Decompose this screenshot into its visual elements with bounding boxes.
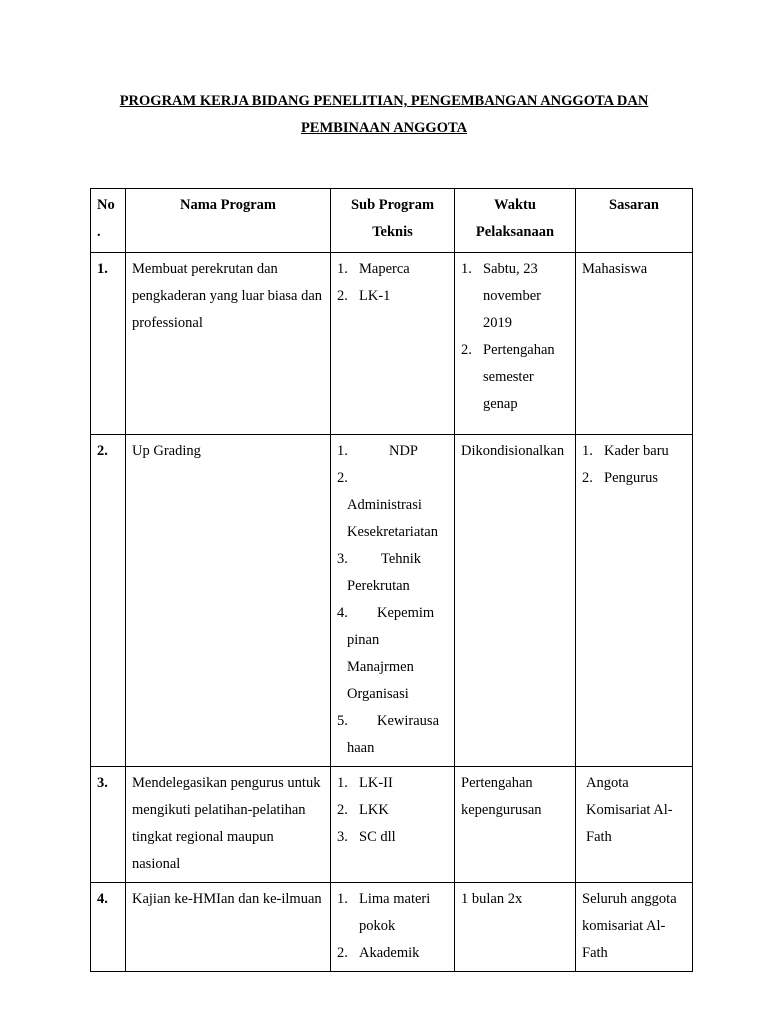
sasaran-cell: Angota Komisariat Al-Fath xyxy=(576,767,693,883)
list-text: NDP xyxy=(388,443,418,459)
waktu-cell xyxy=(455,253,576,435)
list-item xyxy=(337,546,448,600)
list-text: LK-1 xyxy=(359,288,391,304)
list-text: Tehnik Perekrutan xyxy=(347,551,422,594)
list-item xyxy=(582,438,686,465)
program-name: Mendelegasikan pengurus untuk mengikuti pelatihan-pelatihan tingkat regional maupun nasional xyxy=(126,767,331,883)
list-text: Akademik xyxy=(359,945,420,961)
waktu-cell: Pertengahan kepengurusan xyxy=(455,767,576,883)
table-header-row xyxy=(91,189,693,253)
row-number: 1. xyxy=(91,253,126,435)
table-row xyxy=(91,253,693,435)
list-number: 2. xyxy=(337,945,348,961)
list-text: Pengurus xyxy=(604,470,658,486)
program-name: Membuat perekrutan dan pengkaderan yang luar biasa dan professional xyxy=(126,253,331,435)
list-number: 1. xyxy=(337,443,348,459)
row-number: 3. xyxy=(91,767,126,883)
list-text: Kader baru xyxy=(604,443,669,459)
list-item xyxy=(337,465,448,546)
list-text: Kewirausa haan xyxy=(347,713,440,756)
waktu-cell: 1 bulan 2x xyxy=(455,883,576,972)
list-item xyxy=(337,940,448,967)
list-text: SC dll xyxy=(359,829,396,845)
row-number: 4. xyxy=(91,883,126,972)
list-text: Sabtu, 23 november 2019 xyxy=(483,261,541,331)
list-item xyxy=(337,256,448,283)
list-text: Pertengahan semester genap xyxy=(483,342,555,412)
list-text: Kepemim pinan Manajrmen Organisasi xyxy=(347,605,435,702)
sasaran-cell: Seluruh anggota komisariat Al-Fath xyxy=(576,883,693,972)
list-text: LKK xyxy=(359,802,389,818)
list-text: Administrasi Kesekretariatan xyxy=(347,497,438,540)
sub-program-cell xyxy=(331,435,455,767)
list-number: 5. xyxy=(337,713,348,729)
program-table xyxy=(90,188,693,972)
list-item xyxy=(337,797,448,824)
title-line-2: PEMBINAAN ANGGOTA xyxy=(300,120,468,136)
sub-program-cell xyxy=(331,767,455,883)
list-number: 4. xyxy=(337,605,348,621)
header-waktu: Waktu Pelaksanaan xyxy=(455,189,576,253)
sasaran-cell xyxy=(576,435,693,767)
document-title xyxy=(92,88,676,142)
header-nama-program: Nama Program xyxy=(126,189,331,253)
list-number: 2. xyxy=(337,470,348,486)
list-item xyxy=(461,256,569,337)
list-number: 1. xyxy=(337,775,348,791)
list-number: 2. xyxy=(582,470,593,486)
list-item xyxy=(337,438,448,465)
list-text: LK-II xyxy=(359,775,393,791)
list-number: 1. xyxy=(337,891,348,907)
list-number: 2. xyxy=(461,342,472,358)
header-no: No . xyxy=(91,189,126,253)
list-number: 2. xyxy=(337,802,348,818)
list-number: 3. xyxy=(337,829,348,845)
list-number: 1. xyxy=(337,261,348,277)
waktu-cell: Dikondisionalkan xyxy=(455,435,576,767)
table-row xyxy=(91,883,693,972)
list-item xyxy=(337,770,448,797)
list-number: 3. xyxy=(337,551,348,567)
list-item xyxy=(461,337,569,418)
row-number: 2. xyxy=(91,435,126,767)
table-row xyxy=(91,767,693,883)
list-item xyxy=(337,886,448,940)
sub-program-cell xyxy=(331,883,455,972)
header-sasaran: Sasaran xyxy=(576,189,693,253)
title-line-1: PROGRAM KERJA BIDANG PENELITIAN, PENGEMBANGAN ANGGOTA DAN xyxy=(119,93,649,109)
program-name: Kajian ke-HMIan dan ke-ilmuan xyxy=(126,883,331,972)
list-number: 1. xyxy=(582,443,593,459)
sub-program-cell xyxy=(331,253,455,435)
list-item xyxy=(337,600,448,708)
list-number: 2. xyxy=(337,288,348,304)
list-number: 1. xyxy=(461,261,472,277)
list-item xyxy=(582,465,686,492)
list-item xyxy=(337,708,448,762)
list-item xyxy=(337,824,448,851)
header-sub-program: Sub Program Teknis xyxy=(331,189,455,253)
sasaran-cell: Mahasiswa xyxy=(576,253,693,435)
table-row xyxy=(91,435,693,767)
list-text: Lima materi pokok xyxy=(359,891,431,934)
list-item xyxy=(337,283,448,310)
list-text: Maperca xyxy=(359,261,410,277)
program-name: Up Grading xyxy=(126,435,331,767)
